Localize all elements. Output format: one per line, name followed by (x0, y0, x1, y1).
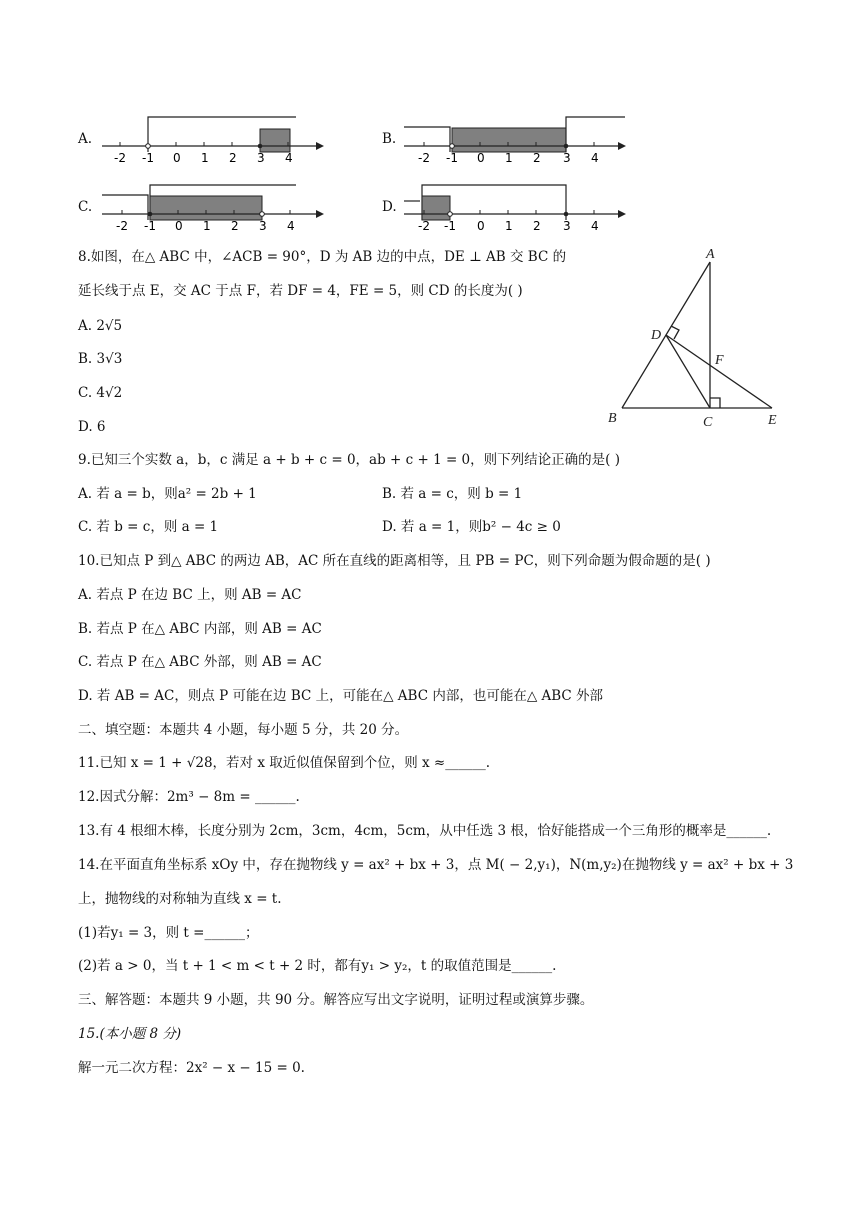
q15-title: 15.(本小题 8 分) (78, 1026, 182, 1042)
q14-part2: (2)若 a > 0，当 t + 1 < m < t + 2 时，都有y₁ > y₂，t 的取值范围是______. (78, 958, 557, 974)
number-line-b-svg (400, 112, 640, 168)
tick-label: 2 (229, 151, 237, 165)
segment-de (666, 335, 772, 408)
tick-label: 1 (203, 219, 211, 233)
tick-label: -1 (446, 151, 458, 165)
q14-line1: 14.在平面直角坐标系 xOy 中，存在抛物线 y = ax² + bx + 3，点 M( − 2,y₁)，N(m,y₂)在抛物线 y = ax² + bx + 3 (78, 857, 794, 873)
tick-label: 3 (257, 151, 265, 165)
q8-option-d: D. 6 (78, 419, 106, 435)
section-3-heading: 三、解答题：本题共 9 小题，共 90 分。解答应写出文字说明，证明过程或演算步骤。 (78, 992, 594, 1008)
tick-label: -2 (114, 151, 126, 165)
q10-stem: 10.已知点 P 到△ ABC 的两边 AB，AC 所在直线的距离相等，且 PB = PC，则下列命题为假命题的是( ) (78, 553, 711, 569)
tick-label: -1 (142, 151, 154, 165)
number-line-option-a (98, 112, 338, 165)
vertex-label-a: A (706, 247, 715, 262)
tick-label: 0 (175, 219, 183, 233)
option-c-letter: C. (78, 199, 93, 215)
q9-option-b: B. 若 a = c，则 b = 1 (382, 486, 523, 502)
q15-body: 解一元二次方程：2x² − x − 15 = 0. (78, 1060, 305, 1076)
q8-option-c: C. 4√2 (78, 385, 123, 401)
q8-option-a: A. 2√5 (78, 318, 123, 334)
right-angle-mark-c (710, 398, 720, 408)
option-d-letter: D. (382, 199, 397, 215)
section-2-heading: 二、填空题：本题共 4 小题，每小题 5 分，共 20 分。 (78, 722, 409, 738)
tick-label: 1 (505, 219, 513, 233)
q9-option-c: C. 若 b = c，则 a = 1 (78, 519, 219, 535)
tick-label: -2 (116, 219, 128, 233)
q14-part1: (1)若y₁ = 3，则 t =______； (78, 925, 259, 941)
tick-label: 1 (505, 151, 513, 165)
q9-option-a: A. 若 a = b，则a² = 2b + 1 (78, 486, 257, 502)
q10-option-d: D. 若 AB = AC，则点 P 可能在边 BC 上，可能在△ ABC 内部，也可能在△ ABC 外部 (78, 688, 604, 704)
option-b-letter: B. (382, 131, 397, 147)
tick-label: 4 (591, 151, 599, 165)
number-line-c-svg (98, 180, 338, 236)
tick-label: 2 (231, 219, 239, 233)
tick-label: 3 (259, 219, 267, 233)
q10-option-c: C. 若点 P 在△ ABC 外部，则 AB = AC (78, 654, 322, 670)
right-angle-mark-d (671, 326, 679, 339)
tick-label: -2 (418, 219, 430, 233)
q9-stem: 9.已知三个实数 a，b，c 满足 a + b + c = 0，ab + c + 1 = 0，则下列结论正确的是( ) (78, 452, 620, 468)
tick-label: 2 (533, 219, 541, 233)
tick-label: 0 (477, 219, 485, 233)
tick-label: 1 (201, 151, 209, 165)
vertex-label-c: C (703, 415, 713, 430)
q8-stem-line2: 延长线于点 E，交 AC 于点 F，若 DF = 4，FE = 5，则 CD 的长度为( ) (78, 283, 523, 299)
number-line-option-b (400, 112, 640, 165)
vertex-label-e: E (768, 413, 777, 428)
tick-label: 2 (533, 151, 541, 165)
tick-label: 4 (285, 151, 293, 165)
tick-label: -2 (418, 151, 430, 165)
number-line-option-d (400, 180, 640, 233)
vertex-label-b: B (608, 411, 617, 426)
number-line-option-c (98, 180, 338, 233)
segment-dc (666, 335, 710, 408)
q10-option-b: B. 若点 P 在△ ABC 内部，则 AB = AC (78, 621, 322, 637)
triangle-figure (600, 246, 800, 436)
tick-label: 4 (287, 219, 295, 233)
q9-option-d: D. 若 a = 1，则b² − 4c ≥ 0 (382, 519, 561, 535)
q12-text: 12.因式分解：2m³ − 8m = ______. (78, 789, 300, 805)
vertex-label-f: F (715, 353, 724, 368)
tick-label: -1 (444, 219, 456, 233)
number-line-a-svg (98, 112, 338, 168)
number-line-d-svg (400, 180, 640, 236)
q10-option-a: A. 若点 P 在边 BC 上，则 AB = AC (78, 587, 302, 603)
tick-label: 0 (173, 151, 181, 165)
q14-line2: 上，抛物线的对称轴为直线 x = t. (78, 891, 282, 907)
tick-label: 3 (563, 219, 571, 233)
q11-text: 11.已知 x = 1 + √28，若对 x 取近似值保留到个位，则 x ≈______. (78, 755, 491, 771)
q13-text: 13.有 4 根细木棒，长度分别为 2cm，3cm，4cm，5cm，从中任选 3 根，恰好能搭成一个三角形的概率是______. (78, 823, 772, 839)
tick-label: 4 (591, 219, 599, 233)
option-a-letter: A. (78, 131, 93, 147)
tick-label: 3 (563, 151, 571, 165)
tick-label: 0 (477, 151, 485, 165)
vertex-label-d: D (651, 328, 662, 343)
q8-stem-line1: 8.如图，在△ ABC 中，∠ACB = 90°，D 为 AB 边的中点，DE ⊥ AB 交 BC 的 (78, 249, 567, 265)
tick-label: -1 (144, 219, 156, 233)
q8-option-b: B. 3√3 (78, 351, 123, 367)
